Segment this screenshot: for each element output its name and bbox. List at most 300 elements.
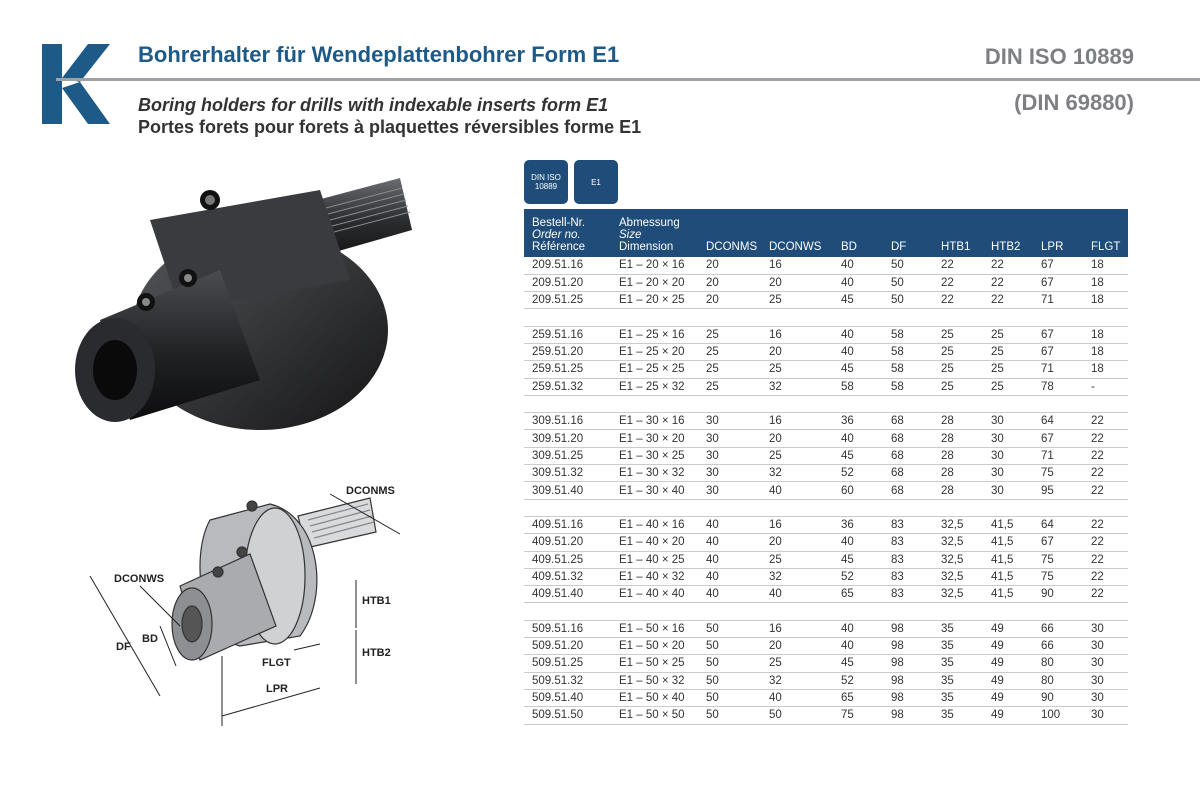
cell-flgt: 22 [1083, 534, 1128, 551]
cell-lpr: 67 [1033, 257, 1083, 274]
cell-order-no: 309.51.25 [524, 447, 611, 464]
cell-dconws: 20 [761, 638, 833, 655]
cell-order-no: 409.51.32 [524, 568, 611, 585]
table-row [524, 689, 1128, 706]
cell-df: 83 [883, 516, 933, 533]
cell-lpr: 75 [1033, 551, 1083, 568]
header-size [611, 209, 698, 257]
cell-htb1: 25 [933, 326, 983, 343]
cell-dconms: 50 [698, 707, 761, 724]
cell-bd: 45 [833, 551, 883, 568]
form-badge-label: E1 [591, 177, 601, 187]
cell-df: 98 [883, 707, 933, 724]
table-row [524, 413, 1128, 430]
spec-table [524, 209, 1128, 725]
header-htb1: HTB1 [933, 209, 983, 257]
separator-cell [524, 499, 1128, 516]
cell-dconms: 50 [698, 638, 761, 655]
cell-dconws: 25 [761, 655, 833, 672]
title-german: Bohrerhalter für Wendeplattenbohrer Form E1 [138, 42, 620, 67]
cell-flgt: 18 [1083, 326, 1128, 343]
cell-bd: 52 [833, 672, 883, 689]
cell-order-no: 409.51.20 [524, 534, 611, 551]
group-separator [524, 309, 1128, 326]
cell-order-no: 259.51.16 [524, 326, 611, 343]
cell-size: E1 – 50 × 25 [611, 655, 698, 672]
cell-order-no: 209.51.25 [524, 292, 611, 309]
title-french: Portes forets pour forets à plaquettes réversibles forme E1 [138, 117, 642, 137]
header-size-fr: Dimension [619, 241, 674, 253]
cell-htb2: 30 [983, 413, 1033, 430]
cell-htb2: 41,5 [983, 568, 1033, 585]
cell-flgt: 30 [1083, 707, 1128, 724]
cell-size: E1 – 40 × 20 [611, 534, 698, 551]
cell-flgt: 22 [1083, 413, 1128, 430]
cell-dconms: 25 [698, 326, 761, 343]
cell-htb1: 35 [933, 655, 983, 672]
cell-lpr: 75 [1033, 568, 1083, 585]
cell-dconws: 32 [761, 568, 833, 585]
header-order-de: Bestell-Nr. [532, 217, 586, 229]
cell-htb2: 49 [983, 655, 1033, 672]
cell-flgt: 18 [1083, 257, 1128, 274]
cell-dconws: 25 [761, 361, 833, 378]
table-row [524, 482, 1128, 499]
cell-df: 98 [883, 655, 933, 672]
cell-lpr: 64 [1033, 413, 1083, 430]
cell-size: E1 – 50 × 50 [611, 707, 698, 724]
cell-size: E1 – 25 × 20 [611, 343, 698, 360]
cell-bd: 45 [833, 655, 883, 672]
cell-dconms: 30 [698, 465, 761, 482]
cell-htb2: 41,5 [983, 586, 1033, 603]
cell-dconms: 40 [698, 586, 761, 603]
cell-flgt: 18 [1083, 274, 1128, 291]
din-standard: DIN ISO 10889 [984, 44, 1134, 69]
cell-df: 58 [883, 343, 933, 360]
table-row [524, 465, 1128, 482]
cell-htb1: 25 [933, 361, 983, 378]
table-row [524, 638, 1128, 655]
table-row [524, 568, 1128, 585]
cell-df: 50 [883, 274, 933, 291]
cell-lpr: 66 [1033, 638, 1083, 655]
cell-dconws: 16 [761, 257, 833, 274]
cell-flgt: 22 [1083, 516, 1128, 533]
cell-dconws: 40 [761, 689, 833, 706]
cell-dconms: 20 [698, 274, 761, 291]
cell-bd: 75 [833, 707, 883, 724]
cell-dconws: 25 [761, 292, 833, 309]
cell-flgt: 22 [1083, 586, 1128, 603]
label-htb2: HTB2 [362, 647, 391, 659]
cell-flgt: 22 [1083, 482, 1128, 499]
cell-bd: 36 [833, 413, 883, 430]
cell-dconms: 25 [698, 378, 761, 395]
cell-dconws: 16 [761, 620, 833, 637]
cell-htb1: 28 [933, 413, 983, 430]
cell-lpr: 66 [1033, 620, 1083, 637]
header-size-de: Abmessung [619, 217, 680, 229]
table-row [524, 326, 1128, 343]
cell-dconms: 30 [698, 413, 761, 430]
table-row [524, 672, 1128, 689]
cell-flgt: 22 [1083, 447, 1128, 464]
separator-cell [524, 395, 1128, 412]
cell-size: E1 – 50 × 32 [611, 672, 698, 689]
cell-dconms: 30 [698, 430, 761, 447]
cell-size: E1 – 25 × 32 [611, 378, 698, 395]
title-english: Boring holders for drills with indexable inserts form E1 [138, 95, 609, 115]
cell-flgt: 30 [1083, 620, 1128, 637]
label-lpr: LPR [266, 683, 288, 695]
cell-flgt: 30 [1083, 689, 1128, 706]
cell-lpr: 67 [1033, 326, 1083, 343]
cell-dconms: 50 [698, 672, 761, 689]
cell-df: 68 [883, 465, 933, 482]
cell-df: 83 [883, 568, 933, 585]
cell-dconws: 25 [761, 551, 833, 568]
cell-dconws: 25 [761, 447, 833, 464]
cell-htb2: 49 [983, 689, 1033, 706]
cell-bd: 60 [833, 482, 883, 499]
cell-htb1: 25 [933, 343, 983, 360]
cell-size: E1 – 30 × 25 [611, 447, 698, 464]
cell-dconws: 20 [761, 274, 833, 291]
cell-lpr: 95 [1033, 482, 1083, 499]
cell-htb1: 32,5 [933, 516, 983, 533]
cell-flgt: 30 [1083, 672, 1128, 689]
cell-htb1: 32,5 [933, 586, 983, 603]
cell-dconms: 20 [698, 257, 761, 274]
cell-order-no: 409.51.16 [524, 516, 611, 533]
cell-htb1: 25 [933, 378, 983, 395]
cell-htb2: 30 [983, 447, 1033, 464]
cell-lpr: 64 [1033, 516, 1083, 533]
cell-htb2: 49 [983, 672, 1033, 689]
table-row [524, 274, 1128, 291]
k-logo-icon [42, 44, 110, 124]
cell-htb1: 28 [933, 430, 983, 447]
cell-bd: 36 [833, 516, 883, 533]
cell-dconms: 25 [698, 343, 761, 360]
cell-htb1: 28 [933, 447, 983, 464]
cell-df: 58 [883, 326, 933, 343]
spec-table-body [524, 257, 1128, 724]
cell-df: 98 [883, 620, 933, 637]
table-row [524, 292, 1128, 309]
cell-bd: 40 [833, 343, 883, 360]
cell-df: 83 [883, 534, 933, 551]
header-order-no [524, 209, 611, 257]
cell-size: E1 – 25 × 16 [611, 326, 698, 343]
cell-dconws: 50 [761, 707, 833, 724]
form-badge [574, 160, 618, 204]
group-separator [524, 603, 1128, 620]
table-row [524, 343, 1128, 360]
dimension-drawing [80, 476, 460, 736]
cell-order-no: 409.51.40 [524, 586, 611, 603]
cell-bd: 40 [833, 274, 883, 291]
cell-bd: 40 [833, 430, 883, 447]
cell-df: 98 [883, 638, 933, 655]
cell-df: 83 [883, 551, 933, 568]
table-row [524, 707, 1128, 724]
cell-flgt: 30 [1083, 638, 1128, 655]
cell-htb2: 25 [983, 326, 1033, 343]
header-rule [56, 78, 1200, 81]
label-htb1: HTB1 [362, 595, 391, 607]
cell-bd: 45 [833, 292, 883, 309]
header-df: DF [883, 209, 933, 257]
cell-flgt: 18 [1083, 361, 1128, 378]
table-row [524, 430, 1128, 447]
cell-order-no: 259.51.20 [524, 343, 611, 360]
cell-lpr: 100 [1033, 707, 1083, 724]
cell-htb2: 30 [983, 430, 1033, 447]
standard-badge-label: DIN ISO 10889 [531, 173, 561, 191]
cell-order-no: 509.51.32 [524, 672, 611, 689]
standard-badge [524, 160, 568, 204]
cell-dconms: 25 [698, 361, 761, 378]
cell-order-no: 309.51.40 [524, 482, 611, 499]
cell-df: 68 [883, 413, 933, 430]
header-bd: BD [833, 209, 883, 257]
cell-dconws: 40 [761, 586, 833, 603]
table-row [524, 378, 1128, 395]
cell-dconms: 50 [698, 689, 761, 706]
cell-dconws: 32 [761, 672, 833, 689]
cell-dconms: 30 [698, 482, 761, 499]
cell-order-no: 259.51.25 [524, 361, 611, 378]
cell-dconms: 40 [698, 551, 761, 568]
cell-lpr: 90 [1033, 586, 1083, 603]
group-separator [524, 395, 1128, 412]
cell-lpr: 71 [1033, 447, 1083, 464]
table-row [524, 586, 1128, 603]
header-order-fr: Référence [532, 241, 586, 253]
cell-bd: 52 [833, 465, 883, 482]
cell-flgt: 30 [1083, 655, 1128, 672]
cell-size: E1 – 50 × 16 [611, 620, 698, 637]
header-dconms: DCONMS [698, 209, 761, 257]
cell-order-no: 409.51.25 [524, 551, 611, 568]
cell-df: 50 [883, 292, 933, 309]
cell-dconms: 50 [698, 620, 761, 637]
cell-flgt: 22 [1083, 465, 1128, 482]
cell-htb2: 25 [983, 378, 1033, 395]
header-flgt: FLGT [1083, 209, 1128, 257]
cell-bd: 45 [833, 447, 883, 464]
cell-size: E1 – 30 × 40 [611, 482, 698, 499]
cell-lpr: 75 [1033, 465, 1083, 482]
cell-dconms: 40 [698, 534, 761, 551]
header-size-en: Size [619, 229, 642, 241]
cell-size: E1 – 20 × 25 [611, 292, 698, 309]
cell-htb1: 28 [933, 465, 983, 482]
cell-htb1: 32,5 [933, 568, 983, 585]
cell-df: 58 [883, 361, 933, 378]
cell-htb1: 35 [933, 707, 983, 724]
cell-htb2: 30 [983, 482, 1033, 499]
cell-bd: 65 [833, 586, 883, 603]
cell-size: E1 – 30 × 32 [611, 465, 698, 482]
cell-dconms: 40 [698, 568, 761, 585]
cell-bd: 40 [833, 326, 883, 343]
cell-order-no: 509.51.20 [524, 638, 611, 655]
din-legacy-standard: (DIN 69880) [1014, 90, 1134, 115]
cell-htb1: 22 [933, 257, 983, 274]
table-row [524, 516, 1128, 533]
table-header-row [524, 209, 1128, 257]
cell-dconws: 16 [761, 326, 833, 343]
cell-lpr: 80 [1033, 655, 1083, 672]
cell-htb1: 22 [933, 274, 983, 291]
cell-htb2: 49 [983, 620, 1033, 637]
table-row [524, 620, 1128, 637]
cell-htb2: 41,5 [983, 534, 1033, 551]
cell-size: E1 – 20 × 20 [611, 274, 698, 291]
cell-htb1: 22 [933, 292, 983, 309]
cell-dconws: 16 [761, 516, 833, 533]
cell-size: E1 – 40 × 16 [611, 516, 698, 533]
cell-df: 68 [883, 482, 933, 499]
separator-cell [524, 603, 1128, 620]
cell-order-no: 509.51.50 [524, 707, 611, 724]
cell-htb1: 35 [933, 638, 983, 655]
cell-lpr: 67 [1033, 430, 1083, 447]
cell-order-no: 509.51.40 [524, 689, 611, 706]
cell-htb2: 22 [983, 292, 1033, 309]
cell-htb2: 41,5 [983, 516, 1033, 533]
separator-cell [524, 309, 1128, 326]
cell-htb1: 32,5 [933, 551, 983, 568]
cell-htb1: 32,5 [933, 534, 983, 551]
cell-size: E1 – 40 × 25 [611, 551, 698, 568]
cell-size: E1 – 30 × 16 [611, 413, 698, 430]
cell-bd: 40 [833, 638, 883, 655]
cell-order-no: 259.51.32 [524, 378, 611, 395]
cell-dconws: 16 [761, 413, 833, 430]
table-row [524, 447, 1128, 464]
table-row [524, 655, 1128, 672]
cell-df: 68 [883, 447, 933, 464]
cell-dconws: 40 [761, 482, 833, 499]
cell-df: 98 [883, 672, 933, 689]
cell-lpr: 78 [1033, 378, 1083, 395]
cell-lpr: 67 [1033, 274, 1083, 291]
cell-flgt: 22 [1083, 551, 1128, 568]
cell-lpr: 90 [1033, 689, 1083, 706]
cell-dconws: 32 [761, 378, 833, 395]
cell-lpr: 67 [1033, 343, 1083, 360]
table-row [524, 257, 1128, 274]
cell-dconws: 32 [761, 465, 833, 482]
cell-size: E1 – 40 × 40 [611, 586, 698, 603]
cell-flgt: 22 [1083, 568, 1128, 585]
cell-htb2: 49 [983, 707, 1033, 724]
product-photo [60, 170, 440, 440]
table-row [524, 361, 1128, 378]
cell-dconms: 40 [698, 516, 761, 533]
header-order-en: Order no. [532, 229, 581, 241]
cell-bd: 65 [833, 689, 883, 706]
cell-order-no: 309.51.16 [524, 413, 611, 430]
cell-htb2: 49 [983, 638, 1033, 655]
cell-lpr: 67 [1033, 534, 1083, 551]
label-flgt: FLGT [262, 657, 291, 669]
cell-size: E1 – 20 × 16 [611, 257, 698, 274]
cell-order-no: 209.51.16 [524, 257, 611, 274]
cell-lpr: 80 [1033, 672, 1083, 689]
cell-htb1: 35 [933, 689, 983, 706]
cell-order-no: 509.51.25 [524, 655, 611, 672]
cell-htb2: 30 [983, 465, 1033, 482]
cell-bd: 40 [833, 257, 883, 274]
cell-flgt: - [1083, 378, 1128, 395]
group-separator [524, 499, 1128, 516]
cell-dconms: 30 [698, 447, 761, 464]
cell-bd: 40 [833, 534, 883, 551]
label-bd: BD [142, 633, 158, 645]
cell-df: 98 [883, 689, 933, 706]
cell-lpr: 71 [1033, 361, 1083, 378]
cell-htb2: 22 [983, 274, 1033, 291]
header-lpr: LPR [1033, 209, 1083, 257]
cell-dconws: 20 [761, 430, 833, 447]
cell-dconws: 20 [761, 534, 833, 551]
label-dconws: DCONWS [114, 573, 165, 585]
table-row [524, 551, 1128, 568]
cell-htb2: 25 [983, 343, 1033, 360]
table-row [524, 534, 1128, 551]
cell-size: E1 – 50 × 40 [611, 689, 698, 706]
cell-df: 68 [883, 430, 933, 447]
cell-flgt: 22 [1083, 430, 1128, 447]
cell-df: 50 [883, 257, 933, 274]
cell-size: E1 – 50 × 20 [611, 638, 698, 655]
cell-dconms: 20 [698, 292, 761, 309]
cell-order-no: 309.51.20 [524, 430, 611, 447]
cell-size: E1 – 40 × 32 [611, 568, 698, 585]
label-df: DF [116, 641, 131, 653]
cell-htb2: 25 [983, 361, 1033, 378]
cell-dconws: 20 [761, 343, 833, 360]
cell-order-no: 509.51.16 [524, 620, 611, 637]
cell-dconms: 50 [698, 655, 761, 672]
cell-htb1: 35 [933, 672, 983, 689]
cell-flgt: 18 [1083, 292, 1128, 309]
header-htb2: HTB2 [983, 209, 1033, 257]
cell-df: 58 [883, 378, 933, 395]
cell-htb1: 35 [933, 620, 983, 637]
cell-htb2: 41,5 [983, 551, 1033, 568]
cell-bd: 45 [833, 361, 883, 378]
cell-size: E1 – 25 × 25 [611, 361, 698, 378]
cell-order-no: 309.51.32 [524, 465, 611, 482]
cell-size: E1 – 30 × 20 [611, 430, 698, 447]
label-dconms: DCONMS [346, 485, 395, 497]
cell-htb1: 28 [933, 482, 983, 499]
cell-bd: 58 [833, 378, 883, 395]
cell-htb2: 22 [983, 257, 1033, 274]
cell-flgt: 18 [1083, 343, 1128, 360]
header-dconws: DCONWS [761, 209, 833, 257]
cell-order-no: 209.51.20 [524, 274, 611, 291]
cell-bd: 40 [833, 620, 883, 637]
cell-bd: 52 [833, 568, 883, 585]
cell-lpr: 71 [1033, 292, 1083, 309]
